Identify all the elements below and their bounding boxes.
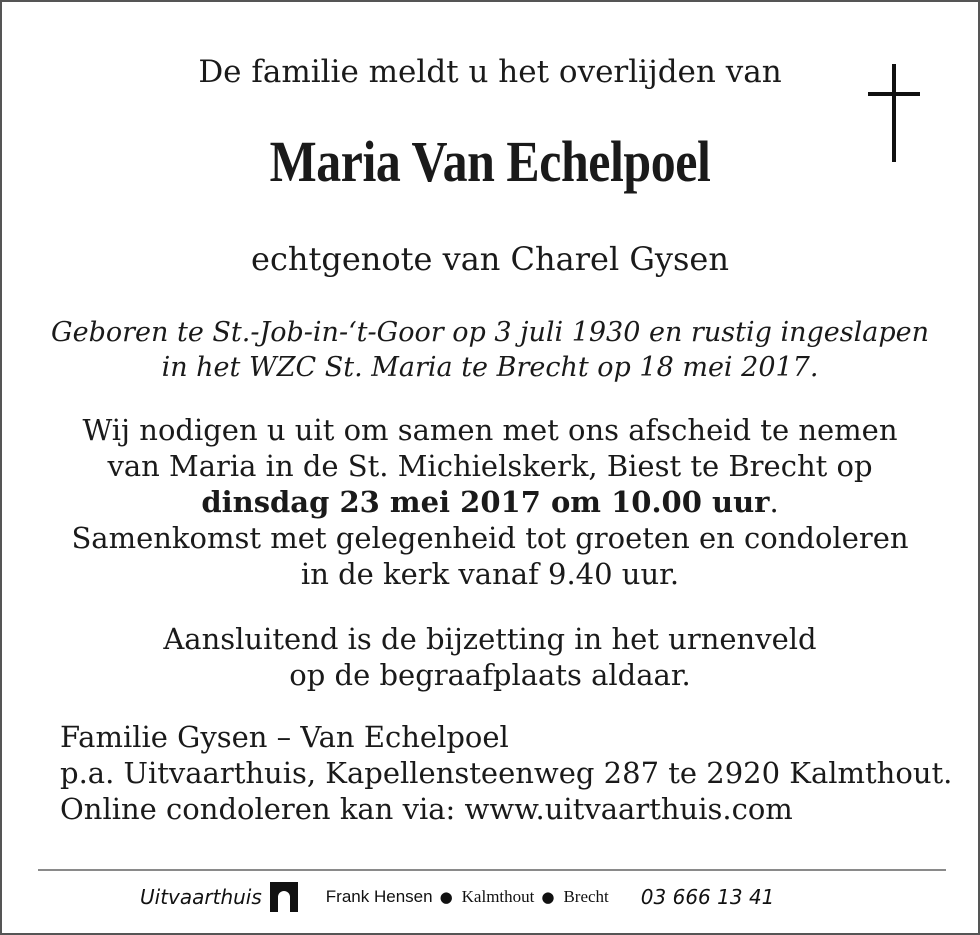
arch-logo-icon xyxy=(270,882,298,912)
funeral-home-brand: Uitvaarthuis xyxy=(140,885,262,909)
contact-name: Frank Hensen xyxy=(325,887,433,906)
footer-divider xyxy=(38,869,946,871)
ceremony-date: dinsdag 23 mei 2017 om 10.00 uur xyxy=(201,485,770,519)
phone-number: 03 666 13 41 xyxy=(640,885,775,909)
intro-text: De familie meldt u het overlijden van xyxy=(198,54,782,90)
family-name: Familie Gysen – Van Echelpoel xyxy=(60,720,509,754)
death-line: in het WZC St. Maria te Brecht op 18 mei 2017. xyxy=(161,352,819,383)
gathering-line: Samenkomst met gelegenheid tot groeten en condoleren xyxy=(71,521,909,555)
gathering-time-line: in de kerk vanaf 9.40 uur. xyxy=(300,557,680,591)
online-condolence: Online condoleren kan via: www.uitvaarthuis.com xyxy=(60,792,793,826)
ceremony-date-line xyxy=(2,484,978,520)
burial-info xyxy=(2,621,978,693)
birth-line: Geboren te St.-Job-in-‘t-Goor op 3 juli 1930 en rustig ingeslapen xyxy=(51,317,929,348)
location-kalmthout: Kalmthout xyxy=(461,887,535,906)
burial-line: Aansluitend is de bijzetting in het urnenveld xyxy=(163,622,817,656)
ceremony-date-period: . xyxy=(769,485,779,519)
bullet-separator: ● xyxy=(541,888,555,906)
invitation-line: Wij nodigen u uit om samen met ons afscheid te nemen xyxy=(82,413,898,447)
bullet-separator: ● xyxy=(439,888,453,906)
church-line: van Maria in de St. Michielskerk, Biest te Brecht op xyxy=(107,449,873,483)
birth-death-details xyxy=(2,315,978,385)
cemetery-line: op de begraafplaats aldaar. xyxy=(289,658,691,692)
location-brecht: Brecht xyxy=(563,887,609,906)
family-contact-block xyxy=(60,719,952,827)
ceremony-invitation xyxy=(2,412,978,592)
funeral-home-footer xyxy=(140,880,774,914)
deceased-name: Maria Van Echelpoel xyxy=(269,129,711,194)
spouse-line: echtgenote van Charel Gysen xyxy=(251,240,729,278)
postal-address: p.a. Uitvaarthuis, Kapellensteenweg 287 te 2920 Kalmthout. xyxy=(60,756,953,790)
